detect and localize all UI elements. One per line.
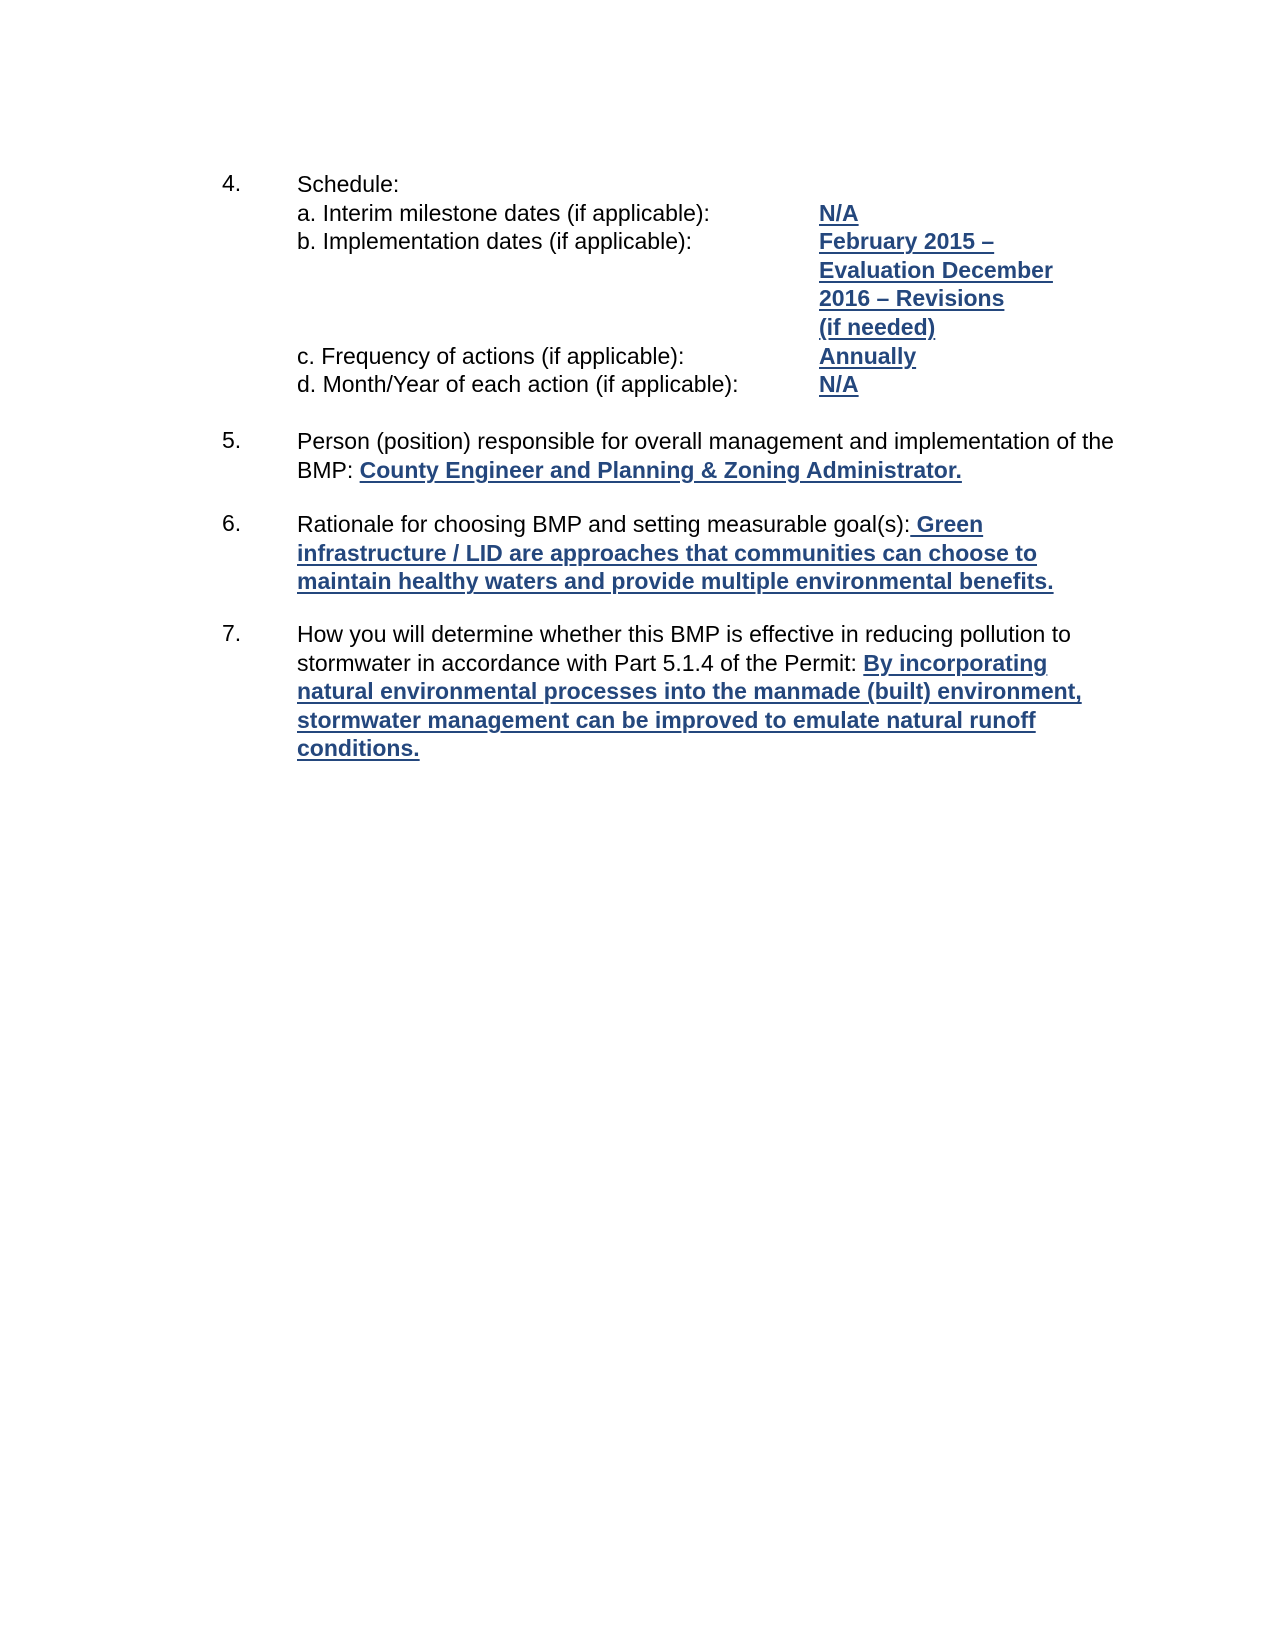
schedule-row-a: a. Interim milestone dates (if applicable): N/A (297, 199, 859, 226)
answer-interim-dates: N/A (819, 199, 859, 226)
prompt: Person (position) responsible for overall management and implementation of the BMP: (297, 428, 1114, 483)
answer: Green infrastructure / LID are approaches that communities can choose to maintain healthy waters and provide multiple environmental benefits. (297, 511, 1054, 595)
answer-month-year: N/A (819, 371, 859, 398)
schedule-row-b: b. Implementation dates (if applicable): February 2015 – Evaluation December 2016 – Revisions (if needed) (297, 228, 1053, 340)
prompt: How you will determine whether this BMP is effective in reducing pollution to stormwater in accordance with Part 5.1.4 of the Permit: (297, 621, 1071, 676)
item-number: 6. (222, 510, 242, 536)
item-number: 7. (222, 620, 242, 646)
schedule-title: Schedule: (297, 171, 400, 197)
item-number: 4. (222, 170, 242, 196)
answer: By incorporating natural environmental processes into the manmade (built) environment, stormwater management can be improved to emulate natural runoff conditions. (297, 649, 1082, 762)
prompt: Rationale for choosing BMP and setting measurable goal(s): (297, 511, 911, 537)
answer: County Engineer and Planning & Zoning Administrator. (359, 456, 962, 483)
answer-implementation-dates: February 2015 – Evaluation December 2016 – Revisions (if needed) (819, 228, 1053, 340)
answer-frequency: Annually (819, 342, 917, 369)
item-number: 5. (222, 427, 242, 453)
schedule-row-c: c. Frequency of actions (if applicable): Annually (297, 342, 917, 369)
schedule-row-d: d. Month/Year of each action (if applicable): N/A (297, 371, 859, 398)
